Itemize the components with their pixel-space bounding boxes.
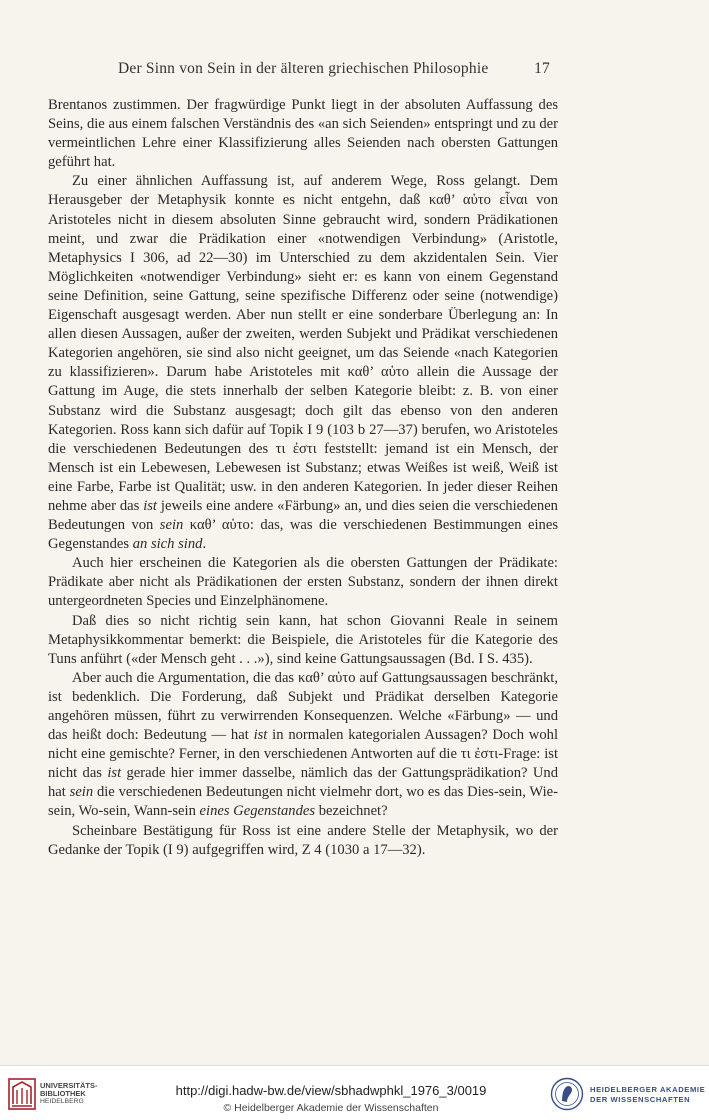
italic-text: ist bbox=[107, 765, 122, 782]
text-run: Daß dies so nicht richtig sein kann, hat schon Giovanni Reale in seinem Metaphysikkommentar bemerkt: die Beispiele, die Aristoteles für die Kategorie des Tuns anführt («der Mensch geht . . .»), sind keine Gattungsaussagen (Bd. I S. 435). bbox=[48, 612, 558, 667]
italic-text: sein bbox=[69, 784, 94, 801]
academy-name: HEIDELBERGER AKADEMIE DER WISSENSCHAFTEN bbox=[590, 1085, 706, 1104]
paragraph bbox=[48, 612, 558, 669]
paragraph bbox=[48, 554, 558, 611]
italic-text: sein bbox=[159, 517, 184, 534]
text-run: die verschiedenen Bedeutungen nicht vielmehr dort, wo es das Dies-sein, Wie-sein, Wo-sein, Wann-sein bbox=[48, 784, 558, 820]
text-run: bezeichnet? bbox=[315, 803, 388, 820]
university-library-logo-icon bbox=[8, 1078, 36, 1110]
body-text bbox=[48, 96, 558, 860]
document-url-link[interactable]: http://digi.hadw-bw.de/view/sbhadwphkl_1976_3/0019 bbox=[175, 1083, 487, 1098]
text-run: Zu einer ähnlichen Auffassung ist, auf anderem Wege, Ross gelangt. Dem Herausgeber der Metaphysik konnte es nicht entgehn, daß καθ’ αὑτο εἶναι von Aristoteles nicht in diesem absoluten Sinne gebraucht wird, sondern Prädikationen meint, und zwar die Prädikation einer «notwendigen Verbindung» (Aristotle, Metaphysics I 306, ad 22—30) im Unterschied zu dem akzidentalen Sein. Vier Möglichkeiten «notwendiger Verbindung» sieht er: es kann von einem Gegenstand seine Definition, seine Gattung, seine spezifische Differenz oder seine (notwendige) Eigenschaft ausgesagt werden. Aber nun stellt er eine sonderbare Überlegung an: In allen diesen Aussagen, außer der zweiten, werden Subjekt und Prädikat verschiedenen Kategorien angehören, sie sind also nicht geeignet, um das Seiende «nach Kategorien zu klassifizieren». Darum habe Aristoteles mit καθ’ αὑτο allein die Aussage der Gattung im Auge, die stets innerhalb der selben Kategorie bleibt: z. B. von einer Substanz wird die Substanz ausgesagt; doch gilt das ebenso von den anderen Kategorien. Ross kann sich dafür auf Topik I 9 (103 b 27—37) berufen, wo Aristoteles die verschiedenen Bedeutungen des τι ἐστι feststellt: jemand ist ein Mensch, der Mensch ist ein Lebewesen, Lebewesen ist Substanz; etwas Weißes ist weiß, Weiß ist eine Farbe, Farbe ist Qualität; usw. in den anderen Kategorien. In jeder dieser Reihen nehme aber das bbox=[48, 173, 558, 514]
academy-seal-icon bbox=[550, 1077, 584, 1111]
paragraph bbox=[48, 669, 558, 822]
text-run: καθ’ αὑτο: das, was die verschiedenen Bestimmungen eines Gegenstandes bbox=[48, 517, 558, 553]
text-run: Scheinbare Bestätigung für Ross ist eine andere Stelle der Metaphysik, wo der Gedanke der Topik (I 9) aufgegriffen wird, Z 4 (1030 a 17—32). bbox=[48, 822, 558, 858]
italic-text: ist bbox=[253, 727, 268, 744]
text-run: jeweils eine andere «Färbung» an, und dies seien die verschiedenen Bedeutungen von bbox=[48, 497, 558, 534]
paragraph bbox=[48, 172, 558, 554]
text-run: in normalen kategorialen Aussagen? Doch wohl nicht eine gemischte? Ferner, in den verschiedenen Antworten auf die τι ἐστι-Frage: ist nicht das bbox=[48, 727, 558, 782]
copyright-notice: © Heidelberger Akademie der Wissenschaften bbox=[223, 1102, 439, 1114]
page-number: 17 bbox=[534, 60, 550, 77]
paragraph bbox=[48, 96, 558, 172]
paragraph bbox=[48, 822, 558, 860]
italic-text: ist bbox=[143, 497, 157, 514]
text-run: . bbox=[202, 536, 207, 553]
text-run: Auch hier erscheinen die Kategorien als die obersten Gattungen der Prädikate: Prädikate aber nicht als Prädikationen der ersten Substanz, sondern der ihnen direkt untergeordneten Species und Einzelphänomene. bbox=[48, 555, 558, 610]
running-head-title: Der Sinn von Sein in der älteren griechischen Philosophie bbox=[118, 60, 489, 77]
text-run: Brentanos zustimmen. Der fragwürdige Punkt liegt in der absoluten Auffassung des Seins, die aus einem falschen Verständnis des «an sich Seienden» entspringt und zu der vermeintlichen Lehre einer Klassifizierung alles Seienden nach obersten Gattungen geführt hat. bbox=[48, 97, 558, 171]
text-run: gerade hier immer dasselbe, nämlich das der Gattungsprädikation? Und hat bbox=[48, 765, 558, 801]
university-library-name: UNIVERSITÄTS- BIBLIOTHEK HEIDELBERG bbox=[40, 1081, 98, 1106]
text-run: Aber auch die Argumentation, die das καθ’ αὑτο auf Gattungsaussagen beschränkt, ist bedenklich. Die Forderung, daß Subjekt und Prädikat derselben Kategorie angehören müssen, führt zu verwirrenden Konsequenzen. Welche «Färbung» — und das heißt doch: Bedeutung — hat bbox=[48, 669, 558, 744]
footer-bar bbox=[0, 1065, 709, 1120]
italic-text: an sich sind bbox=[132, 536, 203, 553]
italic-text: eines Gegenstandes bbox=[199, 803, 316, 820]
